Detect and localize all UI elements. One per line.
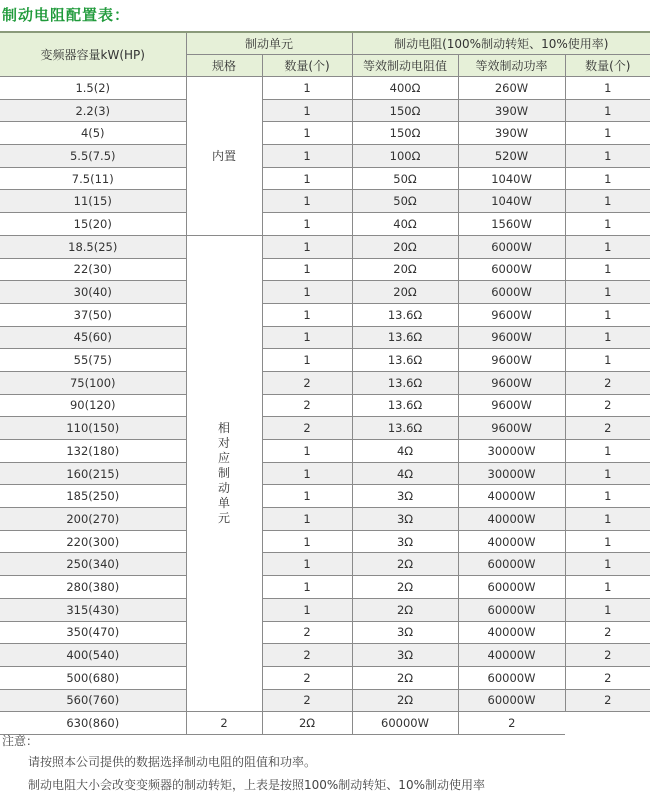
- cell-unit-qty: 1: [262, 77, 352, 100]
- table-row: [0, 145, 650, 168]
- cell-power: 6000W: [458, 281, 565, 304]
- cell-resistor-qty: 1: [565, 99, 650, 122]
- table-row: [0, 349, 650, 372]
- cell-unit-qty: 1: [262, 553, 352, 576]
- cell-capacity: 22(30): [0, 258, 186, 281]
- cell-resistance: 13.6Ω: [352, 417, 458, 440]
- cell-resistor-qty: 1: [565, 598, 650, 621]
- cell-capacity: 315(430): [0, 598, 186, 621]
- cell-power: 40000W: [458, 508, 565, 531]
- cell-resistance: 2Ω: [352, 666, 458, 689]
- cell-power: 390W: [458, 122, 565, 145]
- spec-label: 内置: [211, 149, 236, 164]
- cell-resistance: 2Ω: [352, 553, 458, 576]
- cell-unit-qty: 1: [262, 576, 352, 599]
- cell-capacity: 37(50): [0, 303, 186, 326]
- cell-power: 520W: [458, 145, 565, 168]
- cell-power: 6000W: [458, 258, 565, 281]
- table-row: [0, 303, 650, 326]
- table-row: [0, 553, 650, 576]
- header-power: 等效制动功率: [458, 55, 565, 77]
- cell-capacity: 110(150): [0, 417, 186, 440]
- cell-resistor-qty: 1: [565, 326, 650, 349]
- cell-power: 60000W: [458, 689, 565, 712]
- cell-resistance: 13.6Ω: [352, 394, 458, 417]
- table-row: [0, 213, 650, 236]
- table-row: [0, 666, 650, 689]
- cell-resistor-qty: 2: [565, 644, 650, 667]
- cell-capacity: 2.2(3): [0, 99, 186, 122]
- cell-unit-qty: 1: [262, 485, 352, 508]
- cell-capacity: 75(100): [0, 371, 186, 394]
- cell-resistor-qty: 1: [565, 440, 650, 463]
- cell-resistance: 3Ω: [352, 530, 458, 553]
- note-line: 制动电阻大小会改变变频器的制动转矩，上表是按照100%制动转矩、10%制动使用率: [28, 778, 485, 792]
- table-row: [0, 326, 650, 349]
- cell-resistance: 20Ω: [352, 258, 458, 281]
- cell-resistor-qty: 2: [565, 621, 650, 644]
- cell-power: 1560W: [458, 213, 565, 236]
- cell-power: 60000W: [458, 666, 565, 689]
- cell-resistor-qty: 1: [565, 167, 650, 190]
- cell-capacity: 45(60): [0, 326, 186, 349]
- cell-resistance: 3Ω: [352, 644, 458, 667]
- cell-capacity: 350(470): [0, 621, 186, 644]
- table-row: [0, 281, 650, 304]
- cell-resistor-qty: 1: [565, 530, 650, 553]
- cell-capacity: 7.5(11): [0, 167, 186, 190]
- cell-unit-qty: 2: [186, 712, 262, 735]
- cell-resistance: 100Ω: [352, 145, 458, 168]
- cell-resistance: 13.6Ω: [352, 371, 458, 394]
- table-row: [0, 167, 650, 190]
- cell-unit-qty: 1: [262, 440, 352, 463]
- header-spec: 规格: [186, 55, 262, 77]
- cell-capacity: 160(215): [0, 462, 186, 485]
- cell-power: 1040W: [458, 167, 565, 190]
- cell-capacity: 400(540): [0, 644, 186, 667]
- table-row: [0, 440, 650, 463]
- cell-unit-qty: 2: [262, 621, 352, 644]
- cell-resistance: 2Ω: [352, 576, 458, 599]
- cell-power: 60000W: [458, 553, 565, 576]
- notes-label: 注意：: [2, 734, 39, 748]
- header-brake-unit: 制动单元: [186, 32, 352, 55]
- cell-power: 40000W: [458, 485, 565, 508]
- notes-section: [2, 732, 485, 792]
- cell-resistance: 2Ω: [352, 598, 458, 621]
- cell-unit-qty: 1: [262, 462, 352, 485]
- table-row: [0, 417, 650, 440]
- cell-power: 9600W: [458, 371, 565, 394]
- cell-capacity: 500(680): [0, 666, 186, 689]
- cell-resistor-qty: 1: [565, 462, 650, 485]
- table-row: [0, 689, 650, 712]
- cell-resistor-qty: 1: [565, 213, 650, 236]
- cell-resistance: 4Ω: [352, 462, 458, 485]
- cell-resistor-qty: 1: [565, 145, 650, 168]
- table-row: [0, 621, 650, 644]
- cell-power: 40000W: [458, 530, 565, 553]
- cell-unit-qty: 1: [262, 598, 352, 621]
- cell-unit-qty: 1: [262, 349, 352, 372]
- table-row: [0, 77, 650, 100]
- table-row: [0, 258, 650, 281]
- cell-resistance: 3Ω: [352, 621, 458, 644]
- cell-resistance: 150Ω: [352, 99, 458, 122]
- cell-capacity: 280(380): [0, 576, 186, 599]
- page-title: 制动电阻配置表：: [2, 6, 131, 24]
- cell-unit-qty: 2: [262, 417, 352, 440]
- cell-resistance: 20Ω: [352, 235, 458, 258]
- cell-resistance: 50Ω: [352, 167, 458, 190]
- table-row: [0, 190, 650, 213]
- cell-unit-qty: 2: [262, 371, 352, 394]
- header-capacity: 变频器容量kW(HP): [0, 32, 186, 77]
- cell-resistor-qty: 1: [565, 190, 650, 213]
- cell-resistor-qty: 2: [565, 666, 650, 689]
- cell-power: 9600W: [458, 417, 565, 440]
- table-row: [0, 122, 650, 145]
- cell-unit-qty: 1: [262, 235, 352, 258]
- header-unit-qty: 数量(个): [262, 55, 352, 77]
- cell-resistor-qty: 2: [565, 689, 650, 712]
- cell-power: 1040W: [458, 190, 565, 213]
- cell-resistance: 50Ω: [352, 190, 458, 213]
- cell-capacity: 55(75): [0, 349, 186, 372]
- table-row: [0, 394, 650, 417]
- cell-power: 9600W: [458, 349, 565, 372]
- cell-resistor-qty: 2: [565, 417, 650, 440]
- cell-power: 30000W: [458, 462, 565, 485]
- cell-resistance: 20Ω: [352, 281, 458, 304]
- cell-power: 60000W: [458, 598, 565, 621]
- cell-capacity: 560(760): [0, 689, 186, 712]
- cell-capacity: 200(270): [0, 508, 186, 531]
- cell-resistor-qty: 1: [565, 349, 650, 372]
- cell-unit-qty: 1: [262, 281, 352, 304]
- table-row: [0, 371, 650, 394]
- cell-power: 60000W: [352, 712, 458, 735]
- cell-resistor-qty: 1: [565, 235, 650, 258]
- cell-power: 390W: [458, 99, 565, 122]
- table-row: [0, 712, 650, 735]
- cell-unit-qty: 1: [262, 530, 352, 553]
- header-resistor-qty: 数量(个): [565, 55, 650, 77]
- cell-capacity: 185(250): [0, 485, 186, 508]
- table-row: [0, 576, 650, 599]
- cell-power: 9600W: [458, 326, 565, 349]
- cell-capacity: 11(15): [0, 190, 186, 213]
- cell-spec: [186, 77, 262, 236]
- cell-unit-qty: 2: [262, 394, 352, 417]
- cell-capacity: 630(860): [0, 712, 186, 735]
- cell-capacity: 30(40): [0, 281, 186, 304]
- cell-unit-qty: 1: [262, 258, 352, 281]
- table-row: [0, 485, 650, 508]
- cell-capacity: 1.5(2): [0, 77, 186, 100]
- cell-power: 60000W: [458, 576, 565, 599]
- cell-resistance: 400Ω: [352, 77, 458, 100]
- cell-unit-qty: 1: [262, 99, 352, 122]
- cell-resistor-qty: 2: [458, 712, 565, 735]
- table-row: [0, 598, 650, 621]
- cell-unit-qty: 2: [262, 666, 352, 689]
- spec-label: 相对应制动单元: [217, 421, 230, 526]
- cell-unit-qty: 2: [262, 689, 352, 712]
- cell-capacity: 250(340): [0, 553, 186, 576]
- table-row: [0, 530, 650, 553]
- cell-capacity: 15(20): [0, 213, 186, 236]
- brake-resistor-config-table: [0, 31, 650, 735]
- cell-unit-qty: 1: [262, 190, 352, 213]
- cell-spec: [186, 235, 262, 711]
- cell-unit-qty: 1: [262, 303, 352, 326]
- header-resistance: 等效制动电阻值: [352, 55, 458, 77]
- cell-resistor-qty: 1: [565, 508, 650, 531]
- cell-resistor-qty: 1: [565, 281, 650, 304]
- cell-power: 260W: [458, 77, 565, 100]
- cell-resistor-qty: 1: [565, 77, 650, 100]
- cell-power: 30000W: [458, 440, 565, 463]
- cell-unit-qty: 1: [262, 122, 352, 145]
- cell-capacity: 5.5(7.5): [0, 145, 186, 168]
- table-row: [0, 99, 650, 122]
- cell-power: 40000W: [458, 621, 565, 644]
- cell-unit-qty: 1: [262, 145, 352, 168]
- cell-resistor-qty: 1: [565, 576, 650, 599]
- table-row: [0, 644, 650, 667]
- cell-resistance: 3Ω: [352, 485, 458, 508]
- cell-resistance: 13.6Ω: [352, 326, 458, 349]
- cell-resistance: 4Ω: [352, 440, 458, 463]
- cell-unit-qty: 1: [262, 508, 352, 531]
- cell-resistance: 13.6Ω: [352, 349, 458, 372]
- cell-capacity: 18.5(25): [0, 235, 186, 258]
- cell-power: 9600W: [458, 303, 565, 326]
- cell-power: 9600W: [458, 394, 565, 417]
- cell-power: 40000W: [458, 644, 565, 667]
- cell-resistance: 2Ω: [352, 689, 458, 712]
- cell-resistance: 13.6Ω: [352, 303, 458, 326]
- cell-resistor-qty: 2: [565, 394, 650, 417]
- cell-resistor-qty: 1: [565, 258, 650, 281]
- cell-unit-qty: 1: [262, 326, 352, 349]
- cell-resistor-qty: 1: [565, 485, 650, 508]
- cell-resistance: 150Ω: [352, 122, 458, 145]
- note-line: 请按照本公司提供的数据选择制动电阻的阻值和功率。: [28, 755, 317, 769]
- cell-capacity: 132(180): [0, 440, 186, 463]
- cell-power: 6000W: [458, 235, 565, 258]
- cell-resistor-qty: 1: [565, 553, 650, 576]
- cell-resistor-qty: 1: [565, 303, 650, 326]
- cell-capacity: 220(300): [0, 530, 186, 553]
- header-brake-resistor: 制动电阻(100%制动转矩、10%使用率): [352, 32, 650, 55]
- cell-capacity: 90(120): [0, 394, 186, 417]
- cell-resistance: 3Ω: [352, 508, 458, 531]
- cell-resistor-qty: 1: [565, 122, 650, 145]
- cell-unit-qty: 2: [262, 644, 352, 667]
- cell-unit-qty: 1: [262, 213, 352, 236]
- table-row: [0, 235, 650, 258]
- cell-resistance: 40Ω: [352, 213, 458, 236]
- table-body: [0, 77, 650, 735]
- cell-resistance: 2Ω: [262, 712, 352, 735]
- table-row: [0, 508, 650, 531]
- cell-resistor-qty: 2: [565, 371, 650, 394]
- cell-capacity: 4(5): [0, 122, 186, 145]
- table-row: [0, 462, 650, 485]
- cell-unit-qty: 1: [262, 167, 352, 190]
